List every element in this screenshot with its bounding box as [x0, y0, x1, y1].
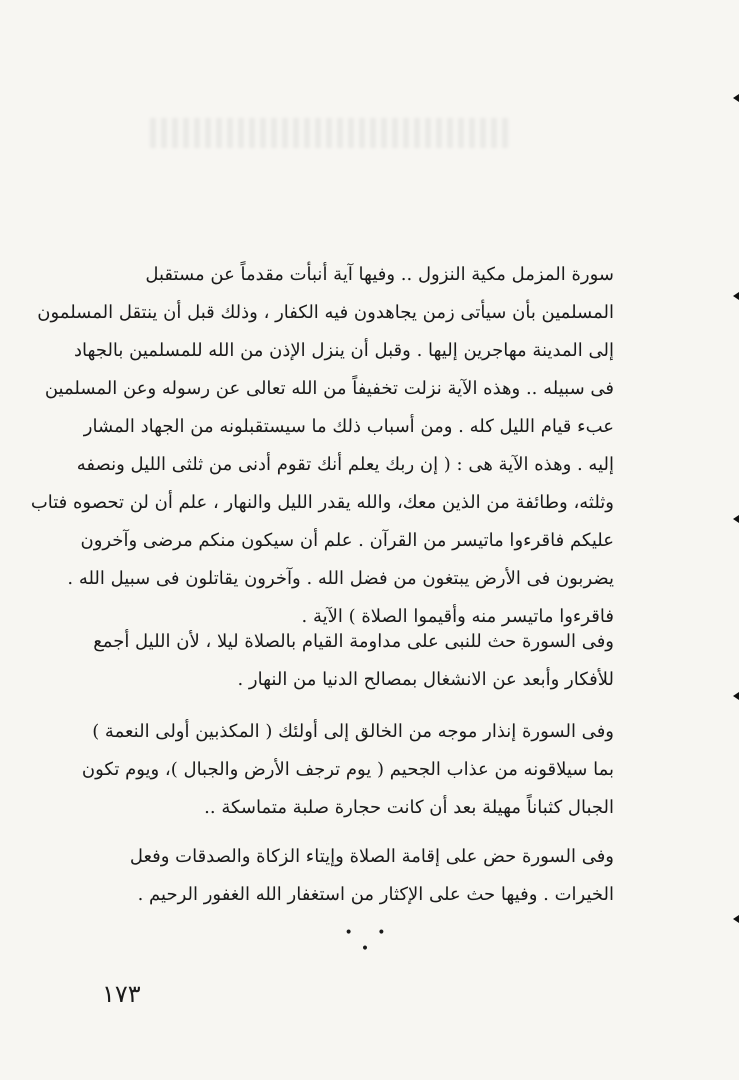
- text-line: عبء قيام الليل كله . ومن أسباب ذلك ما سيستقبلونه من الجهاد المشار: [83, 416, 614, 437]
- text-line: عليكم فاقرءوا ماتيسر من القرآن . علم أن سيكون منكم مرضى وآخرون: [80, 530, 614, 551]
- edge-tick-icon: [733, 515, 739, 523]
- text-line: وثلثه، وطائفة من الذين معك، والله يقدر الليل والنهار ، علم أن لن تحصوه فتاب: [30, 492, 614, 513]
- faint-bleed-through-text: [150, 118, 510, 148]
- page-number: ١٧٣: [102, 980, 141, 1008]
- text-line: وفى السورة حض على إقامة الصلاة وإيتاء الزكاة والصدقات وفعل: [129, 846, 614, 867]
- edge-tick-icon: [733, 94, 739, 102]
- text-line: بما سيلاقونه من عذاب الجحيم ( يوم ترجف الأرض والجبال )، ويوم تكون: [81, 759, 614, 780]
- text-line: وفى السورة إنذار موجه من الخالق إلى أولئك ( المكذبين أولى النعمة ): [92, 721, 614, 742]
- edge-tick-icon: [733, 692, 739, 700]
- text-line: فى سبيله .. وهذه الآية نزلت تخفيفاً من الله تعالى عن رسوله وعن المسلمين: [44, 378, 614, 399]
- text-line: الخيرات . وفيها حث على الإكثار من استغفار الله الغفور الرحيم .: [137, 884, 614, 905]
- text-line: الجبال كثباناً مهيلة بعد أن كانت حجارة صلبة متماسكة ..: [204, 797, 614, 818]
- text-line: سورة المزمل مكية النزول .. وفيها آية أنبأت مقدماً عن مستقبل: [145, 264, 614, 285]
- text-line: يضربون فى الأرض يبتغون من فضل الله . وآخرون يقاتلون فى سبيل الله .: [67, 568, 614, 589]
- paragraph-1: [30, 256, 614, 636]
- paragraph-4: [104, 838, 614, 914]
- text-line: المسلمين بأن سيأتى زمن يجاهدون فيه الكفار ، وذلك قبل أن ينتقل المسلمون: [37, 302, 614, 323]
- text-line: إلى المدينة مهاجرين إليها . وقبل أن ينزل الإذن من الله للمسلمين بالجهاد: [74, 340, 614, 361]
- paragraph-3: [81, 713, 614, 827]
- edge-tick-icon: [733, 292, 739, 300]
- edge-tick-icon: [733, 915, 739, 923]
- paragraph-2: [93, 623, 614, 699]
- text-line: للأفكار وأبعد عن الانشغال بمصالح الدنيا من النهار .: [237, 669, 614, 690]
- text-line: وفى السورة حث للنبى على مداومة القيام بالصلاة ليلا ، لأن الليل أجمع: [93, 631, 614, 652]
- section-separator: • • •: [344, 925, 396, 957]
- text-line: فاقرءوا ماتيسر منه وأقيموا الصلاة ) الآية .: [301, 606, 614, 627]
- text-line: إليه . وهذه الآية هى : ( إن ربك يعلم أنك تقوم أدنى من ثلثى الليل ونصفه: [76, 454, 614, 475]
